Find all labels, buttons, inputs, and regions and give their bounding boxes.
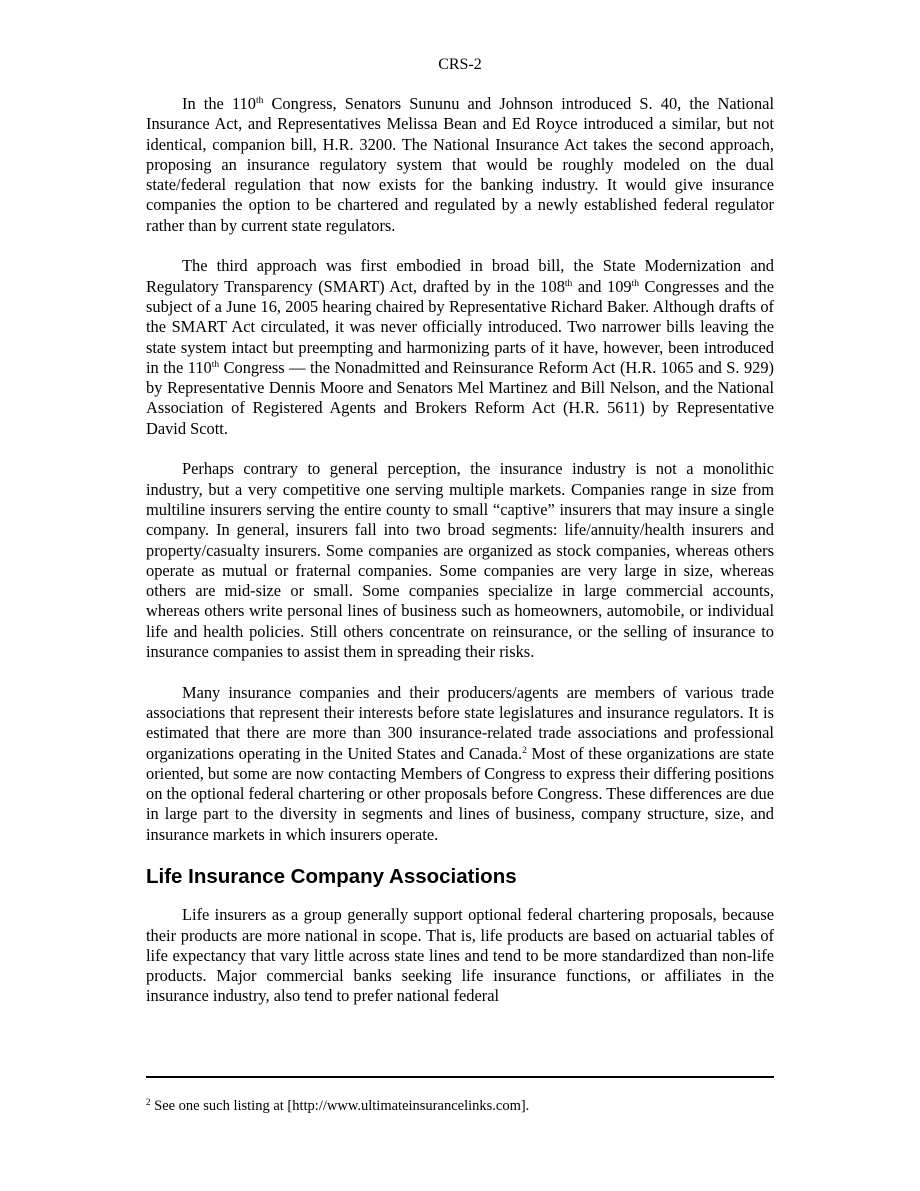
text-run: Most of these organizations are state oriented, but some are now contacting Members of Congress to express their differing positions on the optional federal chartering or other proposals before Congress. These differences are due in large part to the diversity in segments and lines of business, company structure, size, and insurance markets in which insurers operate. xyxy=(146,743,775,844)
paragraph-110th-congress-national-insurance-act xyxy=(146,94,774,236)
superscript: th xyxy=(255,96,264,106)
footnote-divider xyxy=(146,1076,774,1078)
text-run: Many insurance companies and their producers/agents are members of various trade associations that represent their interests before state legislatures and insurance regulators. It is estimated that there are more than 300 insurance-related trade associations and professional organizations operating in the United States and Canada. xyxy=(146,682,774,763)
footnote xyxy=(146,1097,774,1115)
body-text xyxy=(146,94,774,1027)
text-run: and 109 xyxy=(572,276,632,296)
footnote-marker: 2 xyxy=(146,1097,151,1107)
paragraph-industry-not-monolithic: Perhaps contrary to general perception, the insurance industry is not a monolithic industry, but a very competitive one serving multiple markets. Companies range in size from multiline insurers serving the entire county to small “captive” insurers that may insure a single company. In general, insurers fall into two broad segments: life/annuity/health insurers and property/casualty insurers. Some companies are organized as stock companies, whereas others operate as mutual or fraternal companies. Some companies are very large in size, whereas others are mid-size or small. Some companies specialize in large commercial accounts, whereas others write personal lines of business such as homeowners, automobile, or individual life and health policies. Still others concentrate on reinsurance, or the selling of insurance to insurance companies to assist them in spreading their risks. xyxy=(146,459,774,662)
page-header: CRS-2 xyxy=(438,56,482,73)
text-run: Congresses and the subject of a June 16, 2005 hearing chaired by Representative Richard Baker. Although drafts of the SMART Act circulated, it was never officially introduced. Two narrower bills leaving the state system intact but preempting and harmonizing parts of it have, however, been introduced in the 110 xyxy=(146,276,774,377)
text-run: The third approach was first embodied in broad bill, the State Modernization and Regulatory Transparency (SMART) Act, drafted by in the 108 xyxy=(146,256,774,296)
superscript: th xyxy=(631,278,640,289)
text-run: Congress, Senators Sununu and Johnson introduced S. 40, the National Insurance Act, and Representatives Melissa Bean and Ed Royce introduced a similar, but not identical, companion bill, H.R. 3200. The National Insurance Act takes the second approach, proposing an insurance regulatory system that would be roughly modeled on the dual state/federal regulation that now exists for the banking industry. It would give insurance companies the option to be chartered and regulated by a newly established federal regulator rather than by current state regulators. xyxy=(146,94,774,235)
paragraph-life-insurers-support: Life insurers as a group generally support optional federal chartering proposals, because their products are more national in scope. That is, life products are based on actuarial tables of life expectancy that vary little across state lines and tend to be more standardized than non-life products. Major commercial banks seeking life insurance functions, or affiliates in the insurance industry, also tend to prefer national federal xyxy=(146,905,774,1006)
text-run: Congress — the Nonadmitted and Reinsurance Reform Act (H.R. 1065 and S. 929) by Representative Dennis Moore and Senators Mel Martinez and Bill Nelson, and the National Association of Registered Agents and Brokers Reform Act (H.R. 5611) by Representative David Scott. xyxy=(146,357,774,438)
superscript: th xyxy=(211,359,220,370)
paragraph-trade-associations xyxy=(146,683,774,845)
text-run: In the 110 xyxy=(182,94,256,113)
paragraph-third-approach-smart-act xyxy=(146,256,774,439)
footnote-reference: 2 xyxy=(522,745,527,756)
footnote-text: See one such listing at [http://www.ultimateinsurancelinks.com]. xyxy=(150,1098,530,1114)
superscript: th xyxy=(564,278,573,289)
section-heading: Life Insurance Company Associations xyxy=(146,865,517,889)
